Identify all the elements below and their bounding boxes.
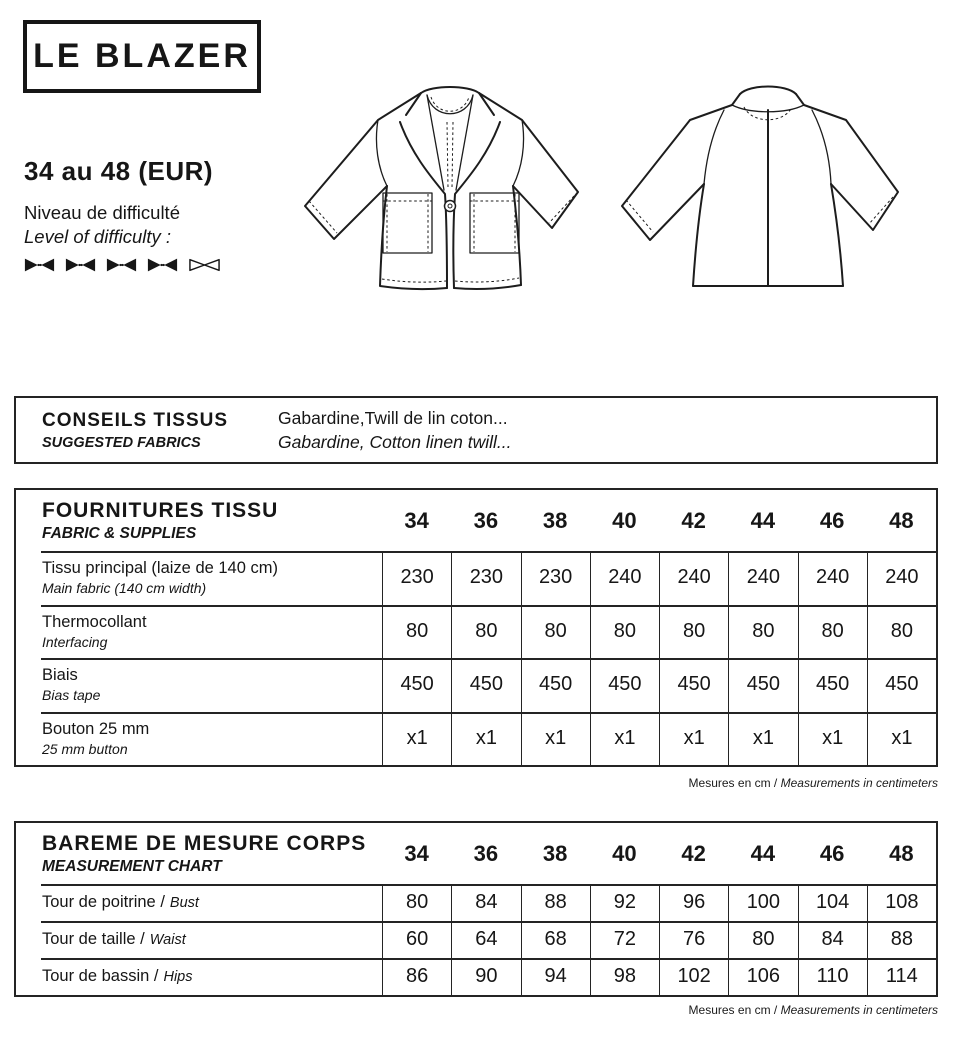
- table-cell: 240: [728, 551, 797, 605]
- table-cell: x1: [728, 712, 797, 766]
- table-cell: 450: [590, 658, 659, 712]
- difficulty-label-fr: Niveau de difficulté: [24, 202, 180, 223]
- fabrics-title-fr: CONSEILS TISSUS: [42, 409, 229, 431]
- difficulty-bowtie-filled-icon: [24, 257, 55, 273]
- difficulty-bowtie-outline-icon: [188, 257, 221, 273]
- size-header: 40: [612, 507, 637, 533]
- size-header: 42: [681, 507, 706, 533]
- table-cell: 68: [521, 921, 590, 958]
- table-cell: 98: [590, 958, 659, 995]
- row-label-fr: Thermocollant: [42, 612, 147, 631]
- table-row-main-fabric: [16, 551, 936, 605]
- table-cell: 88: [867, 921, 936, 958]
- size-header: 34: [404, 507, 429, 533]
- table-cell: 72: [590, 921, 659, 958]
- table-cell: 92: [590, 884, 659, 921]
- size-header: 34: [404, 840, 429, 866]
- measurement-chart-table: [14, 821, 938, 997]
- units-note-fr: Mesures en cm /: [688, 1003, 778, 1017]
- row-label-fr: Tour de bassin /: [42, 967, 159, 985]
- table-row-interfacing: [16, 605, 936, 659]
- supplies-title-fr: FOURNITURES TISSU: [42, 498, 279, 522]
- table-row-bust: [16, 884, 936, 921]
- size-header: 38: [542, 840, 568, 866]
- table-cell: 60: [382, 921, 451, 958]
- table-cell: 80: [451, 605, 520, 659]
- table-cell: 104: [798, 884, 867, 921]
- table-cell: 86: [382, 958, 451, 995]
- table-cell: 80: [521, 605, 590, 659]
- table-cell: x1: [798, 712, 867, 766]
- row-label: [16, 551, 382, 605]
- table-cell: 230: [382, 551, 451, 605]
- table-cell: 240: [798, 551, 867, 605]
- front-button: [445, 201, 456, 212]
- table-cell: 90: [451, 958, 520, 995]
- table-cell: x1: [590, 712, 659, 766]
- table-row-bias-tape: [16, 658, 936, 712]
- size-header: 38: [542, 507, 568, 533]
- units-note-fr: Mesures en cm /: [688, 776, 778, 790]
- table-cell: x1: [521, 712, 590, 766]
- table-cell: 88: [521, 884, 590, 921]
- fabrics-title-en: SUGGESTED FABRICS: [42, 434, 201, 451]
- row-label: [16, 658, 382, 712]
- front-pocket-left: [383, 193, 432, 253]
- table-divider: [41, 551, 936, 553]
- units-note-en: Measurements in centimeters: [780, 1003, 938, 1017]
- row-label: [16, 712, 382, 766]
- table-cell: 102: [659, 958, 728, 995]
- row-label-fr: Biais: [42, 666, 78, 685]
- table-row-hips: [16, 958, 936, 995]
- table-cell: 80: [382, 884, 451, 921]
- table-row-waist: [16, 921, 936, 958]
- table-cell: x1: [382, 712, 451, 766]
- table-cell: 80: [659, 605, 728, 659]
- supplies-table-heading: [16, 499, 382, 543]
- difficulty-label-en: Level of difficulty :: [24, 226, 172, 247]
- blazer-front-drawing: [290, 80, 590, 310]
- row-label: [16, 921, 382, 958]
- table-cell: x1: [867, 712, 936, 766]
- row-label: [16, 884, 382, 921]
- table-cell: 80: [728, 605, 797, 659]
- table-cell: 80: [590, 605, 659, 659]
- row-label-en: 25 mm button: [42, 740, 128, 757]
- row-label-en: Bias tape: [42, 687, 101, 704]
- table-cell: 80: [382, 605, 451, 659]
- table-cell: 240: [590, 551, 659, 605]
- row-label-fr: Tour de poitrine /: [42, 893, 165, 911]
- row-label-en: Main fabric (140 cm width): [42, 580, 207, 597]
- table-cell: 80: [798, 605, 867, 659]
- table-cell: 108: [867, 884, 936, 921]
- size-header: 46: [819, 507, 845, 533]
- difficulty-bowtie-filled-icon: [106, 257, 137, 273]
- table-divider: [41, 658, 936, 660]
- table-cell: 84: [451, 884, 520, 921]
- table-cell: 84: [798, 921, 867, 958]
- table-cell: 64: [451, 921, 520, 958]
- row-label-en: Hips: [163, 969, 193, 985]
- row-label-en: Bust: [169, 895, 199, 911]
- fabrics-box-values: [278, 406, 511, 454]
- fabrics-box-heading: [16, 410, 278, 451]
- table-divider: [41, 921, 936, 923]
- row-label-fr: Bouton 25 mm: [42, 719, 150, 738]
- table-cell: 80: [867, 605, 936, 659]
- blazer-back-drawing: [600, 80, 900, 310]
- size-header: 48: [889, 840, 914, 866]
- difficulty-bowtie-filled-icon: [65, 257, 96, 273]
- row-label-en: Interfacing: [42, 633, 108, 650]
- pattern-title-box: [23, 20, 261, 93]
- size-header: 40: [612, 840, 637, 866]
- row-label: [16, 958, 382, 995]
- table-cell: 450: [728, 658, 797, 712]
- table-cell: 450: [451, 658, 520, 712]
- fabric-supplies-table: [14, 488, 938, 767]
- size-header: 46: [819, 840, 845, 866]
- table-cell: 80: [728, 921, 797, 958]
- row-label-fr: Tissu principal (laize de 140 cm): [42, 559, 278, 578]
- table-cell: 450: [798, 658, 867, 712]
- table-cell: 76: [659, 921, 728, 958]
- table-row-button: [16, 712, 936, 766]
- table-cell: x1: [451, 712, 520, 766]
- size-header: 36: [473, 840, 499, 866]
- size-header: 44: [750, 840, 776, 866]
- units-note-en: Measurements in centimeters: [780, 776, 938, 790]
- units-note: [689, 1003, 938, 1017]
- table-divider: [41, 605, 936, 607]
- suggested-fabrics-box: [14, 396, 938, 464]
- table-cell: 450: [521, 658, 590, 712]
- supplies-header-row: [16, 490, 936, 551]
- table-cell: 114: [867, 958, 936, 995]
- measurement-header-row: [16, 823, 936, 884]
- table-cell: 230: [451, 551, 520, 605]
- table-divider: [41, 712, 936, 714]
- table-cell: 230: [521, 551, 590, 605]
- difficulty-rating: [24, 257, 221, 273]
- table-cell: 240: [867, 551, 936, 605]
- row-label-en: Waist: [149, 932, 186, 948]
- pattern-title: LE BLAZER: [33, 37, 251, 75]
- table-cell: 450: [382, 658, 451, 712]
- size-range: 34 au 48 (EUR): [24, 156, 214, 186]
- table-cell: 240: [659, 551, 728, 605]
- table-cell: 94: [521, 958, 590, 995]
- supplies-title-en: FABRIC & SUPPLIES: [42, 524, 197, 542]
- size-header: 36: [473, 507, 499, 533]
- table-divider: [41, 884, 936, 886]
- table-cell: 110: [798, 958, 867, 995]
- size-header: 42: [681, 840, 706, 866]
- table-cell: 450: [659, 658, 728, 712]
- table-cell: 96: [659, 884, 728, 921]
- fabrics-value-en: Gabardine, Cotton linen twill...: [278, 432, 512, 452]
- row-label-fr: Tour de taille /: [42, 930, 145, 948]
- table-cell: 106: [728, 958, 797, 995]
- measurement-title-fr: BAREME DE MESURE CORPS: [42, 831, 367, 855]
- difficulty-bowtie-filled-icon: [147, 257, 178, 273]
- size-header: 44: [750, 507, 776, 533]
- table-cell: 100: [728, 884, 797, 921]
- fabrics-value-fr: Gabardine,Twill de lin coton...: [278, 408, 508, 428]
- measurement-table-heading: [16, 832, 382, 876]
- measurement-title-en: MEASUREMENT CHART: [42, 857, 222, 875]
- table-cell: 450: [867, 658, 936, 712]
- table-cell: x1: [659, 712, 728, 766]
- front-pocket-right: [470, 193, 519, 253]
- size-header: 48: [889, 507, 914, 533]
- table-divider: [41, 958, 936, 960]
- units-note: [689, 776, 938, 790]
- row-label: [16, 605, 382, 659]
